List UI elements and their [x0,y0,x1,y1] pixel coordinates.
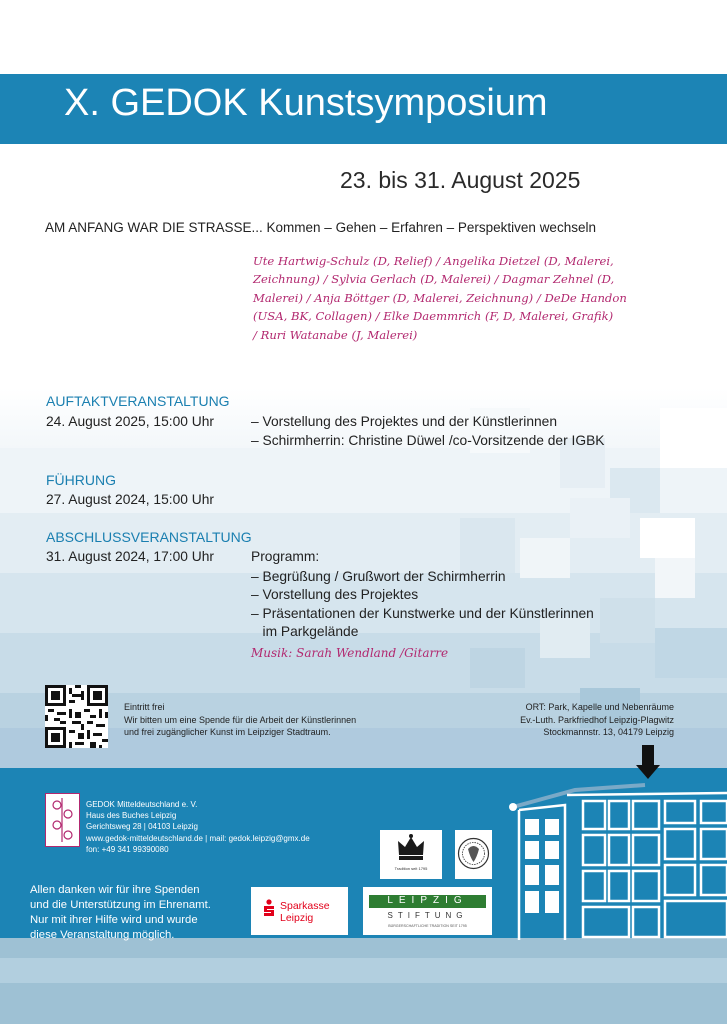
gedok-logo[interactable] [45,793,80,847]
location-line: ORT: Park, Kapelle und Nebenräume [525,702,674,712]
thanks-line: diese Veranstaltung möglich. [30,929,175,941]
stiftung-title: LEIPZIG [387,895,468,906]
stiftung-subtitle: STIFTUNG [387,911,468,920]
location-line: Ev.-Luth. Parkfriedhof Leipzig-Plagwitz [520,714,674,725]
artist-list [253,252,693,344]
organizer-house: Haus des Buches Leipzig [86,811,177,821]
sparkasse-line: Leipzig [280,912,314,924]
program-item: – Begrüßung / Grußwort der Schirmherrin [251,569,506,584]
opening-item: – Vorstellung des Projektes und der Künstlerinnen [251,414,558,429]
bottom-stripe [0,958,727,983]
site-map [505,745,727,940]
crown-logo[interactable] [380,830,442,879]
program-item: – Präsentationen der Kunstwerke und der Künstlerinnen [251,606,594,621]
sparkasse-line: Sparkasse [280,900,330,912]
thanks-text [30,883,211,943]
closing-date: 31. August 2024, 17:00 Uhr [46,549,214,564]
artist-line: Zeichnung) / Sylvia Gerlach (D, Malerei) / Dagmar Zehnel (D, [253,272,615,287]
stiftung-tagline: BÜRGERSCHAFTLICHE TRADITION SEIT 1795 [388,924,467,928]
organizer-address: Gerichtsweg 28 | 04103 Leipzig [86,822,198,832]
page-title: X. GEDOK Kunstsymposium [64,82,548,124]
opening-item: – Schirmherrin: Christine Düwel /co-Vorsitzende der IGBK [251,433,605,448]
organizer-contact-link[interactable]: www.gedok-mitteldeutschland.de | mail: gedok.leipzig@gmx.de [86,833,310,843]
admission-line: Wir bitten um eine Spende für die Arbeit der Künstlerinnen [124,714,357,725]
tour-heading: FÜHRUNG [46,472,116,488]
organizer-phone: fon: +49 341 99390080 [86,844,169,854]
program-item: – Vorstellung des Projektes [251,587,419,602]
thanks-line: Allen danken wir für ihre Spenden [30,884,200,896]
organizer-info [86,799,310,855]
opening-heading: AUFTAKTVERANSTALTUNG [46,393,230,409]
music-note: Musik: Sarah Wendland /Gitarre [251,646,449,660]
seal-logo[interactable] [455,830,492,879]
event-dates: 23. bis 31. August 2025 [340,167,581,193]
location-line: Stockmannstr. 13, 04179 Leipzig [543,727,674,737]
motto: AM ANFANG WAR DIE STRASSE... Kommen – Gehen – Erfahren – Perspektiven wechseln [45,220,596,235]
opening-date: 24. August 2025, 15:00 Uhr [46,414,214,429]
program-item: im Parkgelände [251,624,359,639]
admission-line: und frei zugänglicher Kunst im Leipziger Stadtraum. [124,727,331,737]
qr-code[interactable] [45,685,108,748]
sparkasse-logo[interactable] [251,887,348,935]
leipzig-stiftung-logo[interactable] [363,887,492,935]
thanks-line: Nur mit ihrer Hilfe wird und wurde [30,914,198,926]
artist-line: Malerei) / Anja Böttger (D, Malerei, Zeichnung) / DeDe Handon [253,290,627,305]
admission-line: Eintritt frei [124,702,165,712]
crown-icon [396,833,426,863]
artist-line: (USA, BK, Collagen) / Elke Daemmrich (F, D, Malerei, Grafik) [253,309,614,324]
artist-line: / Ruri Watanabe (J, Malerei) [253,327,418,342]
program-label: Programm: [251,549,320,564]
artist-line: Ute Hartwig-Schulz (D, Relief) / Angelika Dietzel (D, Malerei, [253,254,614,268]
crown-caption: Tradition seit 1795 [394,866,428,871]
seal-icon [457,837,490,870]
thanks-line: und die Unterstützung im Ehrenamt. [30,899,211,911]
sparkasse-name [280,900,330,924]
sparkasse-s-icon [262,899,276,917]
closing-heading: ABSCHLUSSVERANSTALTUNG [46,529,252,545]
map-arrow-icon [636,745,660,779]
tour-date: 27. August 2024, 15:00 Uhr [46,492,214,507]
organizer-name: GEDOK Mitteldeutschland e. V. [86,800,198,809]
admission-info [124,701,356,739]
location-info [470,701,674,739]
